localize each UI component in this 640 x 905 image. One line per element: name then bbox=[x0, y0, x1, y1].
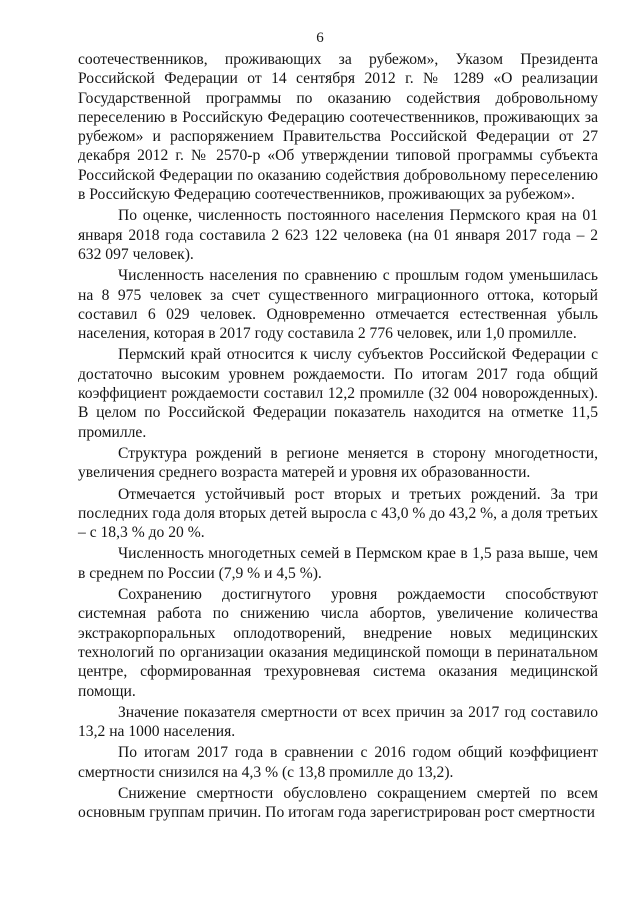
paragraph-9: Значение показателя смертности от всех причин за 2017 год составило 13,2 на 1000 населения. bbox=[78, 703, 598, 741]
page-number: 6 bbox=[316, 30, 324, 46]
paragraph-8: Сохранению достигнутого уровня рождаемости способствуют системная работа по снижению числа абортов, увеличение количества экстракорпоральных оплодотворений, внедрение новых медицинских технологий по организации оказания медицинской помощи в перинатальном центре, сформированная трехуровневая система оказания медицинской помощи. bbox=[78, 586, 598, 700]
paragraph-4: Пермский край относится к числу субъектов Российской Федерации с достаточно высоким уровнем рождаемости. По итогам 2017 года общий коэффициент рождаемости составил 12,2 промилле (32 004 новорожденных). В целом по Российской Федерации показатель находится на отметке 11,5 промилле. bbox=[78, 346, 598, 441]
paragraph-5: Структура рождений в регионе меняется в сторону многодетности, увеличения среднего возраста матерей и уровня их образованности. bbox=[78, 444, 598, 482]
paragraph-7: Численность многодетных семей в Пермском крае в 1,5 раза выше, чем в среднем по России (7,9 % и 4,5 %). bbox=[78, 545, 598, 582]
paragraph-11: Снижение смертности обусловлено сокращением смертей по всем основным группам причин. По итогам года зарегистрирован рост смертности bbox=[78, 784, 598, 822]
paragraph-3: Численность населения по сравнению с прошлым годом уменьшилась на 8 975 человек за счет существенного миграционного оттока, который составил 6 029 человек. Одновременно отмечается естественная убыль населения, которая в 2017 году составила 2 776 человек, или 1,0 промилле. bbox=[78, 267, 598, 343]
paragraph-2: По оценке, численность постоянного населения Пермского края на 01 января 2018 года составила 2 623 122 человека (на 01 января 2017 года – 2 632 097 человек). bbox=[78, 207, 598, 263]
paragraph-6: Отмечается устойчивый рост вторых и третьих рождений. За три последних года доля вторых детей выросла с 43,0 % до 43,2 %, а доля третьих – с 18,3 % до 20 %. bbox=[78, 485, 598, 542]
paragraph-1: соотечественников, проживающих за рубежом», Указом Президента Российской Федерации от 14 сентября 2012 г. № 1289 «О реализации Государственной программы по оказанию содействия добровольному переселению в Российскую Федерацию соотечественников, проживающих за рубежом» и распоряжением Правительства Российской Федерации от 27 декабря 2012 г. № 2570-р «Об утверждении типовой программы субъекта Российской Федерации по оказанию содействия добровольному переселению в Российскую Федерацию соотечественников, проживающих за рубежом». bbox=[78, 51, 598, 204]
document-body bbox=[78, 50, 598, 825]
paragraph-10: По итогам 2017 года в сравнении с 2016 годом общий коэффициент смертности снизился на 4,3 % (с 13,8 промилле до 13,2). bbox=[78, 744, 598, 781]
